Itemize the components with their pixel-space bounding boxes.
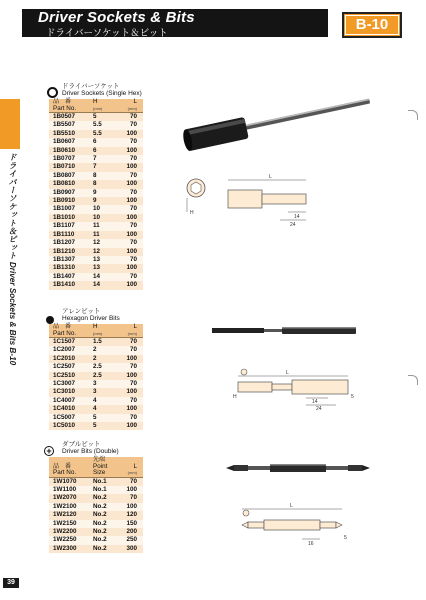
- size-cell: 8: [89, 172, 119, 180]
- size-cell: 2: [89, 346, 119, 354]
- size-cell: 7: [89, 155, 119, 163]
- part-number-cell: 1B5507: [49, 121, 89, 129]
- part-number-cell: 1W2300: [49, 545, 89, 553]
- table-row: [49, 231, 143, 239]
- length-cell: 100: [119, 180, 143, 188]
- length-cell: 100: [119, 231, 143, 239]
- length-cell: 100: [119, 248, 143, 256]
- size-cell: 13: [89, 264, 119, 272]
- size-cell: 3: [89, 388, 119, 396]
- size-cell: 12: [89, 239, 119, 247]
- part-number-cell: 1C4007: [49, 397, 89, 405]
- table-row: [49, 264, 143, 272]
- table-row: [49, 477, 143, 486]
- column-header: H (mm): [89, 324, 119, 338]
- column-header: 品 番 Part No.: [49, 457, 89, 477]
- dim-label-l: L: [269, 174, 272, 180]
- size-cell: No.2: [89, 545, 119, 553]
- length-cell: 100: [119, 281, 143, 289]
- size-cell: 1.5: [89, 338, 119, 347]
- size-cell: No.2: [89, 536, 119, 544]
- size-cell: 14: [89, 281, 119, 289]
- length-cell: 70: [119, 113, 143, 122]
- column-header: L (mm): [119, 99, 143, 113]
- dim-label-l: L: [290, 503, 293, 509]
- part-number-cell: 1W2100: [49, 503, 89, 511]
- table-row: [49, 536, 143, 544]
- length-cell: 250: [119, 536, 143, 544]
- size-cell: 5.5: [89, 121, 119, 129]
- table-header-row: [49, 99, 143, 113]
- hexagon-bits-table: [49, 324, 143, 430]
- section-title-jp: ダブルビット: [62, 441, 101, 448]
- table-row: [49, 248, 143, 256]
- phillips-cross-icon: +: [44, 446, 54, 456]
- size-cell: 4: [89, 397, 119, 405]
- length-cell: 70: [119, 189, 143, 197]
- size-cell: 12: [89, 248, 119, 256]
- size-cell: 14: [89, 273, 119, 281]
- hex-bit-dimension-drawing: [232, 368, 362, 414]
- length-cell: 70: [119, 138, 143, 146]
- part-number-cell: 1B1107: [49, 222, 89, 230]
- dim-label-h: H: [233, 394, 237, 400]
- column-header: 品 番 Part No.: [49, 324, 89, 338]
- part-number-cell: 1C2010: [49, 355, 89, 363]
- table-row: [49, 520, 143, 528]
- size-cell: 7: [89, 163, 119, 171]
- size-cell: No.2: [89, 528, 119, 536]
- decorative-hook: [408, 110, 418, 120]
- column-header: L (mm): [119, 457, 143, 477]
- section-title-jp: ドライバーソケット: [62, 83, 120, 90]
- length-cell: 100: [119, 372, 143, 380]
- length-cell: 70: [119, 172, 143, 180]
- table-row: [49, 256, 143, 264]
- table-row: [49, 205, 143, 213]
- part-number-cell: 1B0507: [49, 113, 89, 122]
- part-number-cell: 1B0607: [49, 138, 89, 146]
- part-number-cell: 1B0707: [49, 155, 89, 163]
- dim-label-24: 24: [316, 406, 322, 412]
- decorative-hook: [408, 375, 418, 385]
- part-number-cell: 1C5007: [49, 414, 89, 422]
- section-title-jp: アレンビット: [62, 308, 101, 315]
- column-header: 先端 Point Size: [89, 457, 119, 477]
- part-number-cell: 1B1207: [49, 239, 89, 247]
- length-cell: 200: [119, 528, 143, 536]
- length-cell: 300: [119, 545, 143, 553]
- part-number-cell: 1B0910: [49, 197, 89, 205]
- table-row: [49, 138, 143, 146]
- part-number-cell: 1B1410: [49, 281, 89, 289]
- double-bit-dimension-drawing: [240, 495, 350, 553]
- open-circle-icon: [47, 87, 58, 98]
- table-row: [49, 503, 143, 511]
- length-cell: 100: [119, 405, 143, 413]
- part-number-cell: 1W2200: [49, 528, 89, 536]
- length-cell: 100: [119, 214, 143, 222]
- size-cell: 2: [89, 355, 119, 363]
- length-cell: 70: [119, 338, 143, 347]
- length-cell: 70: [119, 273, 143, 281]
- section-code-badge: B-10: [342, 12, 402, 38]
- part-number-cell: 1C2510: [49, 372, 89, 380]
- length-cell: 70: [119, 121, 143, 129]
- size-cell: 5: [89, 422, 119, 430]
- size-cell: No.2: [89, 511, 119, 519]
- length-cell: 70: [119, 363, 143, 371]
- table-row: [49, 121, 143, 129]
- dim-label-14: 14: [312, 399, 318, 405]
- part-number-cell: 1W2250: [49, 536, 89, 544]
- size-cell: 9: [89, 189, 119, 197]
- part-number-cell: 1W2070: [49, 494, 89, 502]
- length-cell: 100: [119, 147, 143, 155]
- length-cell: 70: [119, 222, 143, 230]
- table-row: [49, 405, 143, 413]
- table-row: [49, 372, 143, 380]
- part-number-cell: 1B1010: [49, 214, 89, 222]
- length-cell: 100: [119, 264, 143, 272]
- table-row: [49, 197, 143, 205]
- length-cell: 100: [119, 130, 143, 138]
- size-cell: 10: [89, 205, 119, 213]
- table-row: [49, 214, 143, 222]
- hex-bit-product-image: [210, 324, 360, 338]
- length-cell: 70: [119, 256, 143, 264]
- size-cell: 2.5: [89, 372, 119, 380]
- size-cell: No.2: [89, 520, 119, 528]
- dim-label-5: 5: [344, 535, 347, 541]
- table-row: [49, 163, 143, 171]
- socket-product-image: [178, 92, 378, 152]
- length-cell: 70: [119, 414, 143, 422]
- length-cell: 100: [119, 486, 143, 494]
- table-row: [49, 397, 143, 405]
- table-row: [49, 545, 143, 553]
- length-cell: 70: [119, 380, 143, 388]
- part-number-cell: 1C5010: [49, 422, 89, 430]
- table-row: [49, 180, 143, 188]
- table-header-row: [49, 324, 143, 338]
- part-number-cell: 1C2507: [49, 363, 89, 371]
- part-number-cell: 1B5510: [49, 130, 89, 138]
- table-row: [49, 172, 143, 180]
- part-number-cell: 1W1100: [49, 486, 89, 494]
- length-cell: 100: [119, 355, 143, 363]
- socket-dimension-drawing: [184, 172, 346, 232]
- column-header: L (mm): [119, 324, 143, 338]
- part-number-cell: 1C3007: [49, 380, 89, 388]
- part-number-cell: 1B1310: [49, 264, 89, 272]
- part-number-cell: 1B0907: [49, 189, 89, 197]
- size-cell: 6: [89, 138, 119, 146]
- table-row: [49, 363, 143, 371]
- length-cell: 70: [119, 477, 143, 486]
- part-number-cell: 1C3010: [49, 388, 89, 396]
- part-number-cell: 1W2120: [49, 511, 89, 519]
- table-row: [49, 130, 143, 138]
- page-header: [0, 0, 426, 46]
- length-cell: 100: [119, 197, 143, 205]
- part-number-cell: 1W1070: [49, 477, 89, 486]
- table-row: [49, 388, 143, 396]
- part-number-cell: 1B1407: [49, 273, 89, 281]
- page-subtitle: ドライバーソケット＆ビット: [46, 28, 168, 39]
- part-number-cell: 1B0610: [49, 147, 89, 155]
- size-cell: No.2: [89, 503, 119, 511]
- table-row: [49, 346, 143, 354]
- table-row: [49, 528, 143, 536]
- length-cell: 70: [119, 155, 143, 163]
- table-row: [49, 239, 143, 247]
- page-title: Driver Sockets & Bits: [38, 9, 195, 26]
- section-title-en: Driver Bits (Double): [62, 448, 119, 455]
- table-row: [49, 338, 143, 347]
- dim-label-5: 5: [351, 394, 354, 400]
- side-tab: [0, 99, 20, 149]
- table-row: [49, 355, 143, 363]
- part-number-cell: 1B0810: [49, 180, 89, 188]
- side-label: ドライバーソケット＆ビット Driver Sockets & Bits B-10: [8, 153, 17, 366]
- size-cell: 2.5: [89, 363, 119, 371]
- size-cell: No.1: [89, 486, 119, 494]
- length-cell: 70: [119, 494, 143, 502]
- part-number-cell: 1C1507: [49, 338, 89, 347]
- size-cell: 8: [89, 180, 119, 188]
- size-cell: 5.5: [89, 130, 119, 138]
- table-row: [49, 380, 143, 388]
- part-number-cell: 1B1007: [49, 205, 89, 213]
- double-bits-table: [49, 457, 143, 553]
- table-row: [49, 155, 143, 163]
- table-row: [49, 113, 143, 122]
- table-row: [49, 281, 143, 289]
- part-number-cell: 1C4010: [49, 405, 89, 413]
- column-header: 品 番 Part No.: [49, 99, 89, 113]
- dim-label-l: L: [286, 370, 289, 376]
- table-row: [49, 422, 143, 430]
- table-row: [49, 486, 143, 494]
- size-cell: 11: [89, 222, 119, 230]
- part-number-cell: 1B1210: [49, 248, 89, 256]
- size-cell: 11: [89, 231, 119, 239]
- size-cell: 6: [89, 147, 119, 155]
- length-cell: 150: [119, 520, 143, 528]
- size-cell: 10: [89, 214, 119, 222]
- part-number-cell: 1B0807: [49, 172, 89, 180]
- length-cell: 70: [119, 205, 143, 213]
- column-header: H (mm): [89, 99, 119, 113]
- size-cell: 4: [89, 405, 119, 413]
- table-row: [49, 147, 143, 155]
- table-row: [49, 494, 143, 502]
- table-header-row: [49, 457, 143, 477]
- size-cell: No.1: [89, 477, 119, 486]
- dim-label-h: H: [190, 210, 194, 216]
- length-cell: 100: [119, 422, 143, 430]
- size-cell: 13: [89, 256, 119, 264]
- table-row: [49, 511, 143, 519]
- size-cell: No.2: [89, 494, 119, 502]
- part-number-cell: 1C2007: [49, 346, 89, 354]
- part-number-cell: 1B0710: [49, 163, 89, 171]
- table-row: [49, 189, 143, 197]
- table-row: [49, 222, 143, 230]
- dim-label-16: 16: [308, 541, 314, 547]
- length-cell: 70: [119, 239, 143, 247]
- size-cell: 5: [89, 414, 119, 422]
- length-cell: 70: [119, 346, 143, 354]
- section-title-en: Driver Sockets (Single Hex): [62, 90, 142, 97]
- driver-sockets-table: [49, 99, 143, 290]
- length-cell: 70: [119, 397, 143, 405]
- size-cell: 3: [89, 380, 119, 388]
- dim-label-24: 24: [290, 222, 296, 228]
- filled-circle-icon: [46, 316, 54, 324]
- dim-label-14: 14: [294, 214, 300, 220]
- size-cell: 9: [89, 197, 119, 205]
- section-title-en: Hexagon Driver Bits: [62, 315, 120, 322]
- size-cell: 5: [89, 113, 119, 122]
- length-cell: 100: [119, 503, 143, 511]
- part-number-cell: 1B1110: [49, 231, 89, 239]
- table-row: [49, 414, 143, 422]
- double-bit-product-image: [226, 461, 376, 475]
- length-cell: 100: [119, 163, 143, 171]
- table-row: [49, 273, 143, 281]
- length-cell: 120: [119, 511, 143, 519]
- page-number: 39: [3, 578, 19, 588]
- length-cell: 100: [119, 388, 143, 396]
- part-number-cell: 1B1307: [49, 256, 89, 264]
- part-number-cell: 1W2150: [49, 520, 89, 528]
